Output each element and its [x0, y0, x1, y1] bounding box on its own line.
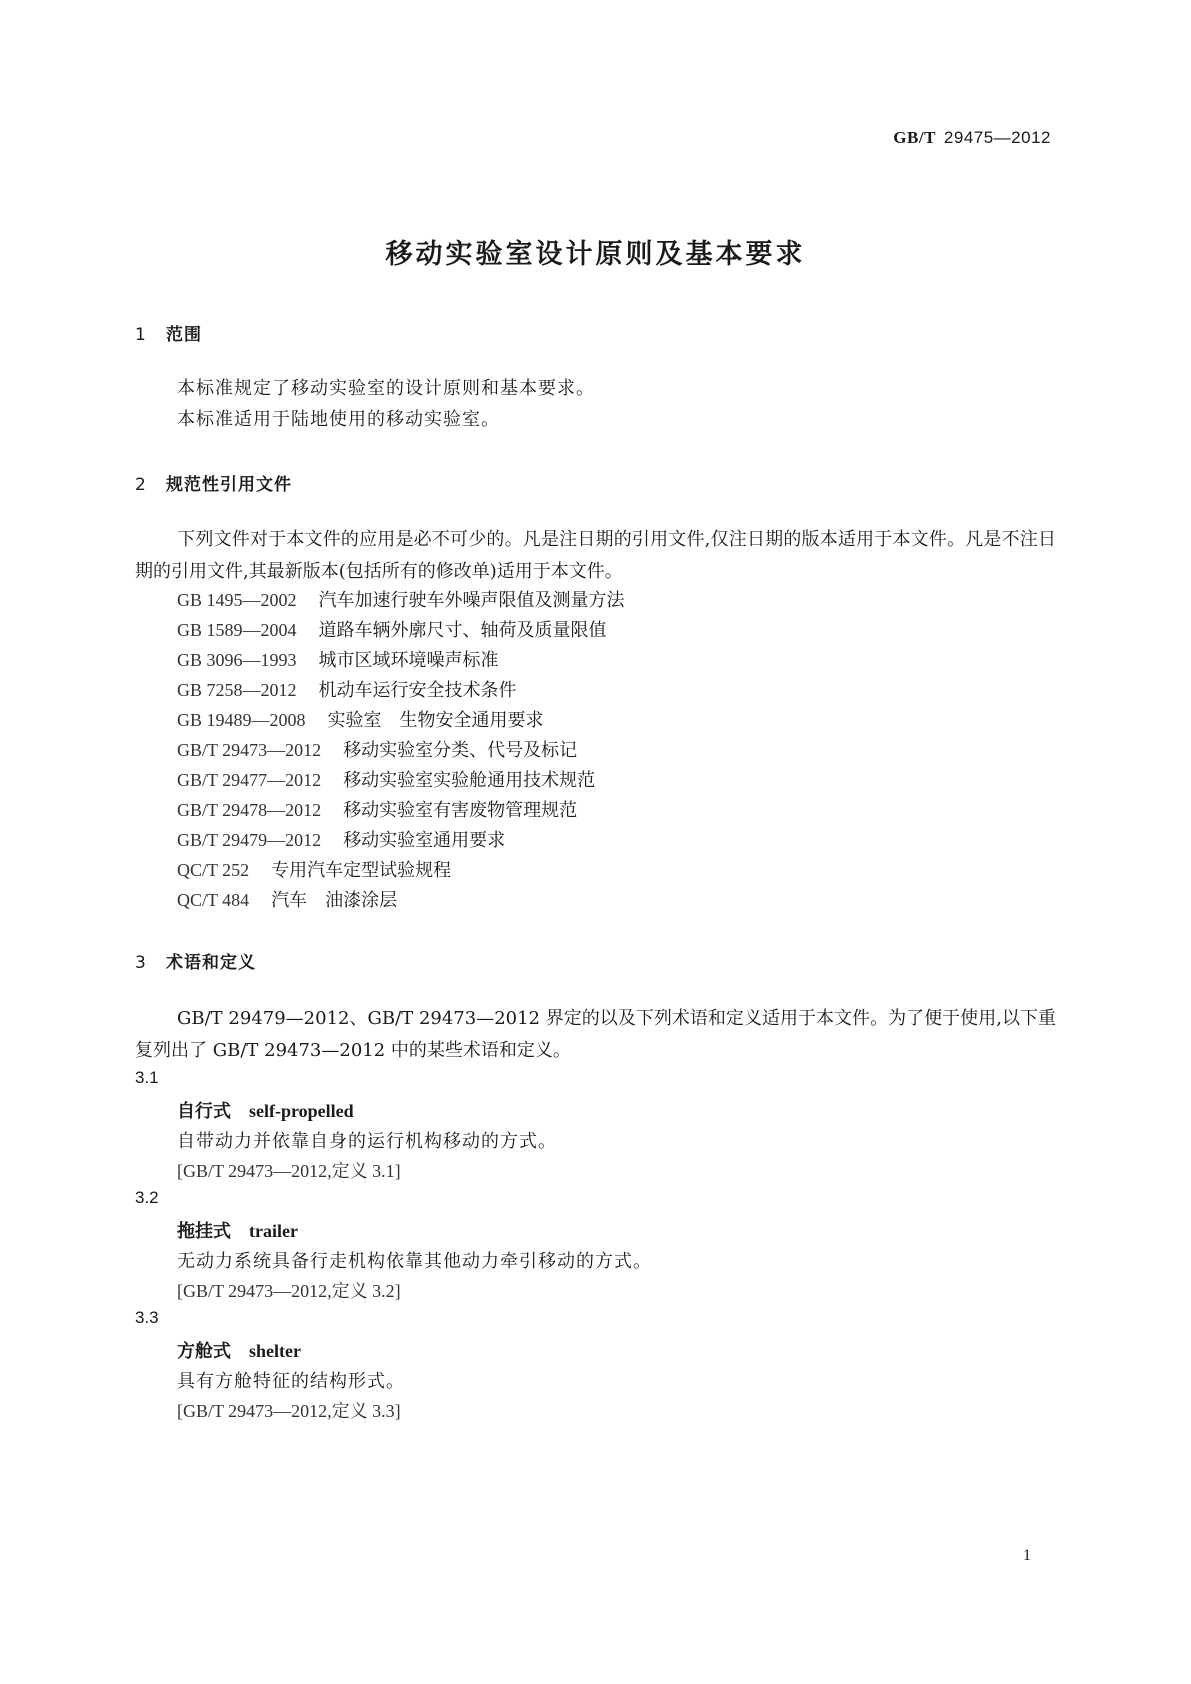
term-definition: 自带动力并依靠自身的运行机构移动的方式。	[177, 1131, 557, 1152]
section-3-heading	[135, 948, 256, 973]
intro-paragraph	[135, 1003, 1056, 1067]
reference-code: GB 19489—2008	[177, 710, 306, 730]
standard-number	[893, 128, 1051, 148]
section-2-heading	[135, 470, 292, 495]
intro-text: GB/T 29479—2012、GB/T 29473—2012 界定的以及下列术语和定义适用于本文件。为了便于使用,以下重复列出了 GB/T 29473—2012 中的某些术语和定义。	[135, 1008, 1056, 1061]
page-number: 1	[1023, 1547, 1031, 1564]
reference-code: GB/T 29473—2012	[177, 740, 322, 760]
reference-item	[177, 618, 607, 643]
reference-item	[177, 888, 397, 913]
reference-title: 实验室 生物安全通用要求	[327, 710, 544, 731]
reference-code: QC/T 484	[177, 890, 250, 910]
reference-title: 道路车辆外廓尺寸、轴荷及质量限值	[318, 620, 607, 641]
intro-text: 下列文件对于本文件的应用是必不可少的。凡是注日期的引用文件,仅注日期的版本适用于本文件。凡是不注日期的引用文件,其最新版本(包括所有的修改单)适用于本文件。	[135, 529, 1056, 582]
reference-item	[177, 858, 451, 883]
reference-item	[177, 768, 595, 793]
term-definition: 无动力系统具备行走机构依靠其他动力牵引移动的方式。	[177, 1251, 652, 1272]
reference-title: 城市区域环境噪声标准	[318, 650, 499, 671]
intro-paragraph	[135, 524, 1056, 588]
term-zh: 方舱式	[177, 1341, 231, 1362]
section-title: 规范性引用文件	[166, 475, 292, 495]
section-number: 2	[135, 475, 147, 495]
reference-item	[177, 678, 517, 703]
reference-item	[177, 738, 577, 763]
term-source: [GB/T 29473—2012,定义 3.3]	[177, 1401, 401, 1421]
reference-title: 移动实验室分类、代号及标记	[343, 740, 578, 761]
clause-number: 3.2	[135, 1188, 159, 1207]
section-title: 术语和定义	[166, 953, 256, 973]
reference-item	[177, 588, 625, 613]
term-definition: 具有方舱特征的结构形式。	[177, 1371, 405, 1392]
term-zh: 拖挂式	[177, 1221, 231, 1242]
term-en: shelter	[249, 1341, 301, 1361]
term-zh: 自行式	[177, 1101, 231, 1122]
reference-title: 移动实验室有害废物管理规范	[343, 800, 578, 821]
term	[177, 1217, 298, 1243]
section-1-heading	[135, 320, 202, 345]
term	[177, 1337, 301, 1363]
clause-number: 3.3	[135, 1308, 159, 1327]
reference-code: GB 7258—2012	[177, 680, 297, 700]
reference-title: 机动车运行安全技术条件	[318, 680, 517, 701]
reference-item	[177, 798, 577, 823]
paragraph: 本标准规定了移动实验室的设计原则和基本要求。	[177, 378, 595, 399]
reference-title: 汽车加速行驶车外噪声限值及测量方法	[318, 590, 625, 611]
reference-title: 移动实验室实验舱通用技术规范	[343, 770, 596, 791]
term-source: [GB/T 29473—2012,定义 3.1]	[177, 1161, 401, 1181]
reference-title: 汽车 油漆涂层	[271, 890, 398, 911]
reference-title: 移动实验室通用要求	[343, 830, 506, 851]
reference-code: GB/T 29479—2012	[177, 830, 322, 850]
term	[177, 1097, 354, 1123]
section-number: 3	[135, 953, 147, 973]
reference-item	[177, 708, 544, 733]
reference-title: 专用汽车定型试验规程	[271, 860, 452, 881]
reference-item	[177, 828, 505, 853]
paragraph: 本标准适用于陆地使用的移动实验室。	[177, 409, 500, 430]
standard-code: 29475—2012	[943, 128, 1051, 147]
term-source: [GB/T 29473—2012,定义 3.2]	[177, 1281, 401, 1301]
term-en: trailer	[249, 1221, 298, 1241]
reference-code: GB 1589—2004	[177, 620, 297, 640]
document-title: 移动实验室设计原则及基本要求	[385, 239, 806, 270]
reference-code: GB/T 29477—2012	[177, 770, 322, 790]
section-number: 1	[135, 325, 147, 345]
reference-code: GB 3096—1993	[177, 650, 297, 670]
term-en: self-propelled	[249, 1101, 354, 1121]
reference-code: GB 1495—2002	[177, 590, 297, 610]
reference-code: GB/T 29478—2012	[177, 800, 322, 820]
clause-number: 3.1	[135, 1068, 159, 1087]
reference-code: QC/T 252	[177, 860, 250, 880]
standard-prefix: GB/T	[893, 128, 936, 147]
reference-item	[177, 648, 499, 673]
section-title: 范围	[166, 325, 202, 345]
